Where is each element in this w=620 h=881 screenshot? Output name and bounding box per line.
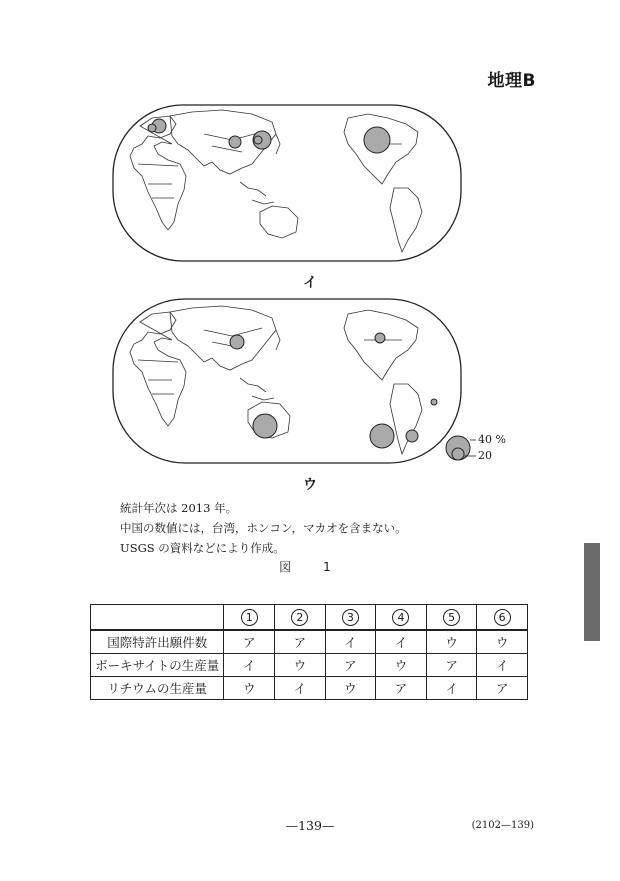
table-cell: ア — [325, 654, 376, 677]
table-cell: ア — [275, 630, 326, 654]
table-cell: ウ — [426, 630, 477, 654]
size-legend — [442, 428, 532, 468]
map-i-circle-europe-2 — [148, 124, 156, 132]
table-header-row — [91, 605, 528, 631]
row-label: ボーキサイトの生産量 — [91, 654, 224, 677]
table-row — [91, 654, 528, 677]
table-cell: イ — [426, 677, 477, 700]
table-cell: ウ — [224, 677, 275, 700]
map-u-circle-argentina — [406, 430, 418, 442]
table-cell: ウ — [325, 677, 376, 700]
table-cell: イ — [477, 654, 528, 677]
table-cell: ア — [376, 677, 427, 700]
figure-notes — [120, 498, 407, 558]
row-label: 国際特許出願件数 — [91, 630, 224, 654]
table-cell: ウ — [275, 654, 326, 677]
document-code: (2102—139) — [471, 820, 534, 831]
answer-choice-table — [90, 604, 528, 700]
map-i-circle-usa — [364, 127, 390, 153]
option-header-1: 1 — [224, 605, 275, 631]
subject-title: 地理B — [487, 71, 536, 91]
note-line: USGS の資料などにより作成。 — [120, 541, 285, 555]
legend-circle-small — [452, 448, 464, 460]
table-cell: ウ — [376, 654, 427, 677]
table-cell: ア — [224, 630, 275, 654]
world-map-i-svg — [112, 104, 462, 262]
row-label: リチウムの生産量 — [91, 677, 224, 700]
table-cell: イ — [376, 630, 427, 654]
table-cell: イ — [275, 677, 326, 700]
table-cell: イ — [224, 654, 275, 677]
note-line: 中国の数値には，台湾，ホンコン，マカオを含まない。 — [120, 521, 407, 535]
map-i-circle-china — [229, 136, 241, 148]
figure-caption: 図 1 — [279, 560, 341, 574]
map-i-circle-korea — [254, 136, 262, 144]
table-cell: ア — [426, 654, 477, 677]
world-map-u-svg — [112, 298, 462, 464]
table-cell: ア — [477, 677, 528, 700]
map-label-u: ウ — [303, 477, 317, 493]
table-cell: ウ — [477, 630, 528, 654]
table-corner-cell — [91, 605, 224, 631]
world-map-i — [112, 104, 462, 262]
world-map-u — [112, 298, 462, 464]
option-header-6: 6 — [477, 605, 528, 631]
map-u-circle-brazil — [431, 399, 437, 405]
table-row — [91, 677, 528, 700]
legend-label-small: 20 — [478, 449, 492, 462]
legend-label-large: 40 % — [478, 433, 506, 446]
note-line: 統計年次は 2013 年。 — [120, 501, 238, 515]
page-number: —139— — [285, 818, 335, 833]
option-header-5: 5 — [426, 605, 477, 631]
map-u-circle-usa — [375, 333, 385, 343]
table-row — [91, 630, 528, 654]
option-header-2: 2 — [275, 605, 326, 631]
map-label-i: イ — [303, 275, 317, 291]
map-u-circle-china — [230, 335, 244, 349]
table-cell: イ — [325, 630, 376, 654]
option-header-3: 3 — [325, 605, 376, 631]
map-u-circle-chile — [370, 424, 394, 448]
map-u-circle-australia — [253, 414, 277, 438]
option-header-4: 4 — [376, 605, 427, 631]
